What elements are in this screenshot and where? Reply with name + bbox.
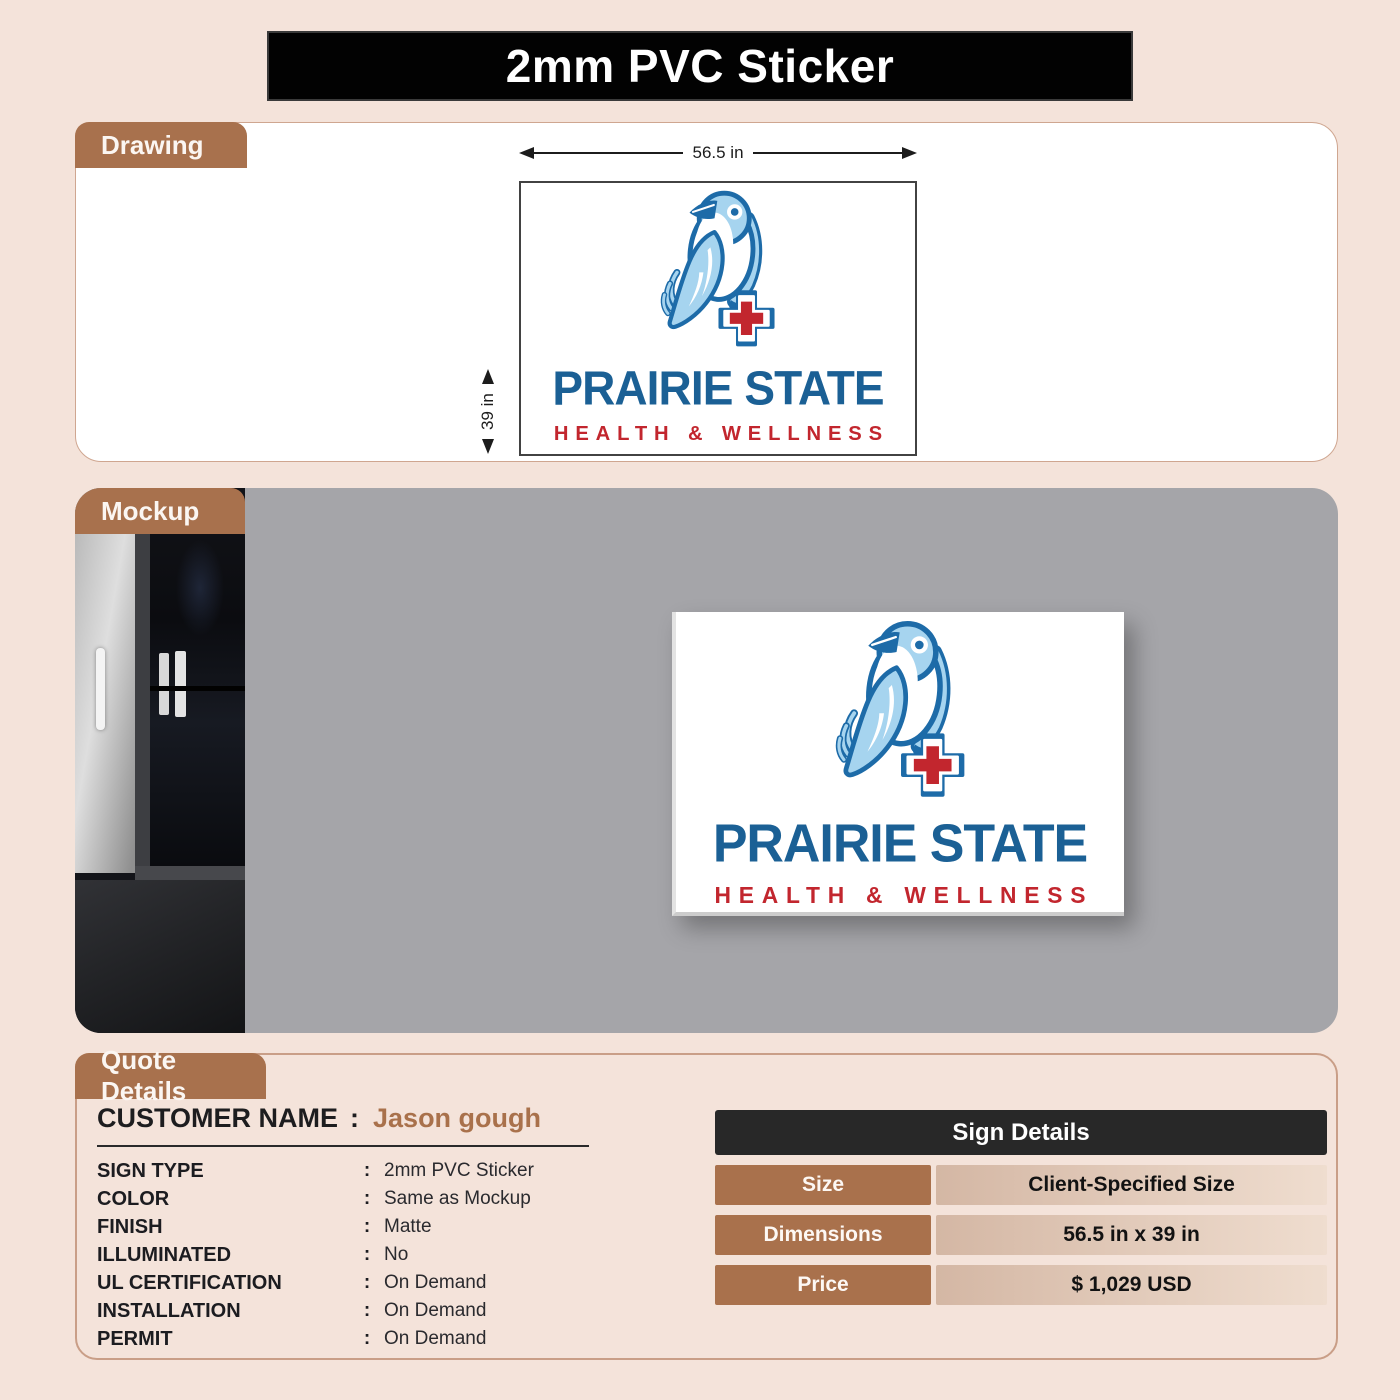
logo-tagline: HEALTH & WELLNESS xyxy=(714,882,1094,909)
door-handle-icon xyxy=(96,648,105,730)
mockup-tab-label: Mockup xyxy=(101,495,200,526)
height-dimension-label: 39 in xyxy=(478,393,497,430)
mockup-tab xyxy=(75,488,245,534)
spec-label: UL CERTIFICATION xyxy=(97,1272,282,1294)
spec-label: ILLUMINATED xyxy=(97,1244,232,1266)
width-dimension-label: 56.5 in xyxy=(692,143,744,162)
frosted-glass-wall xyxy=(75,488,137,873)
customer-name-label: CUSTOMER NAME xyxy=(97,1103,339,1133)
spec-value: Matte xyxy=(384,1216,432,1237)
sign-artwork-mockup xyxy=(672,612,1124,916)
bird-medical-logo-icon xyxy=(818,619,983,804)
height-dimension xyxy=(477,184,499,454)
sign-artwork-drawing xyxy=(519,181,917,456)
arrow-left-icon xyxy=(519,147,534,159)
spec-value: Same as Mockup xyxy=(384,1188,531,1209)
spec-value: 2mm PVC Sticker xyxy=(384,1160,534,1181)
logo-tagline: HEALTH & WELLNESS xyxy=(553,422,889,445)
customer-name-value: Jason gough xyxy=(373,1103,542,1133)
arrow-up-icon xyxy=(482,369,494,384)
row-label: Dimensions xyxy=(715,1215,931,1255)
table-row xyxy=(715,1165,1327,1205)
drawing-panel xyxy=(75,122,1338,462)
spec-label: COLOR xyxy=(97,1188,170,1210)
row-value: 56.5 in x 39 in xyxy=(936,1215,1327,1255)
sign-details-header: Sign Details xyxy=(715,1110,1327,1155)
spec-label: PERMIT xyxy=(97,1328,173,1350)
page-title: 2mm PVC Sticker xyxy=(505,40,895,92)
arrow-right-icon xyxy=(902,147,917,159)
spec-value: On Demand xyxy=(384,1328,487,1349)
customer-name-row: CUSTOMER NAME : Jason gough xyxy=(97,1103,542,1133)
quote-details-panel xyxy=(75,1045,1338,1360)
drawing-tab xyxy=(75,122,247,168)
table-row xyxy=(715,1215,1327,1255)
door-handle-icon xyxy=(159,653,169,715)
row-label: Size xyxy=(715,1165,931,1205)
bird-medical-logo-icon xyxy=(645,189,791,352)
floor xyxy=(75,880,245,1033)
quote-spec-list: SIGN TYPE : 2mm PVC Sticker COLOR : Same as Mockup FINISH : Matte ILLUMINATED : No UL CERTIFICATION : On Demand INSTALLATION : On Demand PERMIT : On Demand xyxy=(97,1157,534,1353)
width-dimension xyxy=(519,142,917,164)
logo-wordmark: PRAIRIE STATE xyxy=(712,813,1088,875)
mockup-environment-photo xyxy=(75,488,245,1033)
customer-underline xyxy=(97,1145,589,1147)
quote-tab-label: Quote Details xyxy=(101,1045,187,1106)
table-row xyxy=(715,1265,1327,1305)
row-value: $ 1,029 USD xyxy=(936,1265,1327,1305)
sign-details-table xyxy=(715,1110,1327,1305)
spec-label: FINISH xyxy=(97,1216,163,1238)
spec-label: SIGN TYPE xyxy=(97,1160,204,1182)
arrow-down-icon xyxy=(482,439,494,454)
title-bar xyxy=(267,31,1133,101)
row-label: Price xyxy=(715,1265,931,1305)
drawing-tab-label: Drawing xyxy=(101,129,204,160)
door-handle-icon xyxy=(175,651,186,717)
quote-details-tab xyxy=(75,1045,266,1106)
mockup-panel xyxy=(75,488,1338,1033)
spec-label: INSTALLATION xyxy=(97,1300,241,1322)
row-value: Client-Specified Size xyxy=(936,1165,1327,1205)
spec-value: On Demand xyxy=(384,1272,487,1293)
spec-value: No xyxy=(384,1244,409,1265)
logo-wordmark: PRAIRIE STATE xyxy=(552,361,884,416)
spec-value: On Demand xyxy=(384,1300,487,1321)
